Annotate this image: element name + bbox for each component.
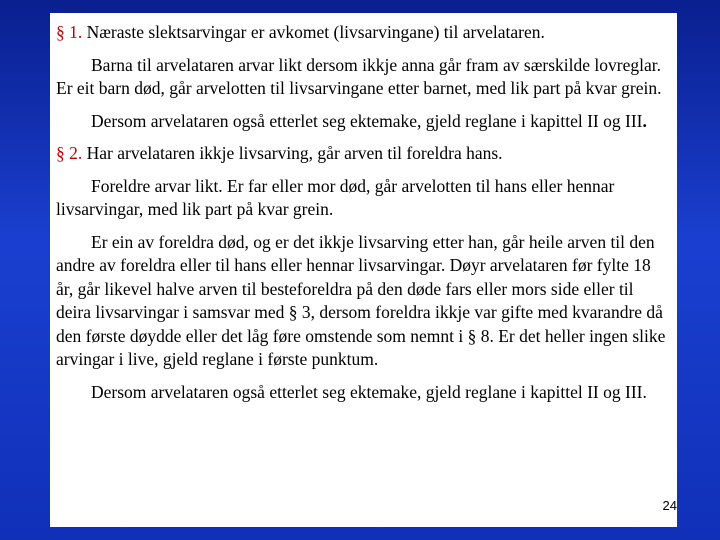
paragraph-spouse-rule-1-period: . <box>642 110 647 131</box>
section-1-text: Næraste slektsarvingar er avkomet (livsarvingane) til arvelataren. <box>82 22 545 42</box>
page-number: 24 <box>662 498 677 513</box>
paragraph-spouse-rule-1-text: Dersom arvelataren også etterlet seg ektemake, gjeld reglane i kapittel II og III <box>91 110 643 131</box>
section-2-text: Har arvelataren ikkje livsarving, går arven til foreldra hans. <box>82 143 503 163</box>
section-2-marker: § 2. <box>56 143 83 163</box>
paragraph-parents-inherit: Foreldre arvar likt. Er far eller mor død, går arvelotten til hans eller hennar livsarvingar, med lik part på kvar grein. <box>56 175 615 219</box>
section-1-marker: § 1. <box>56 22 83 42</box>
section-1-paragraph <box>56 21 671 45</box>
paragraph-spouse-rule-2: Dersom arvelataren også etterlet seg ektemake, gjeld reglane i kapittel II og III. <box>91 381 647 402</box>
slide-panel <box>50 13 677 527</box>
section-2-paragraph <box>56 142 671 166</box>
paragraph-spouse-rule-1 <box>56 110 671 134</box>
paragraph-children-inherit: Barna til arvelataren arvar likt dersom ikkje anna går fram av særskilde lovreglar. Er eit barn død, går arvelotten til livsarvingane etter barnet, med lik part på kvar grein. <box>56 54 662 98</box>
paragraph-one-parent-dead: Er ein av foreldra død, og er det ikkje livsarving etter han, går heile arven til den andre av foreldra eller til hans eller hennar livsarvingar. Døyr arvelataren før fylte 18 år, går likevel halve arven til besteforeldra på den døde fars eller mors side eller til deira livsarvingar i samsvar med § 3, dersom foreldra ikkje var gifte med kvarandre då den første døydde eller det låg føre omstende som nemnt i § 8. Er det heller ingen slike arvingar i live, gjeld reglane i første punktum. <box>56 231 666 369</box>
